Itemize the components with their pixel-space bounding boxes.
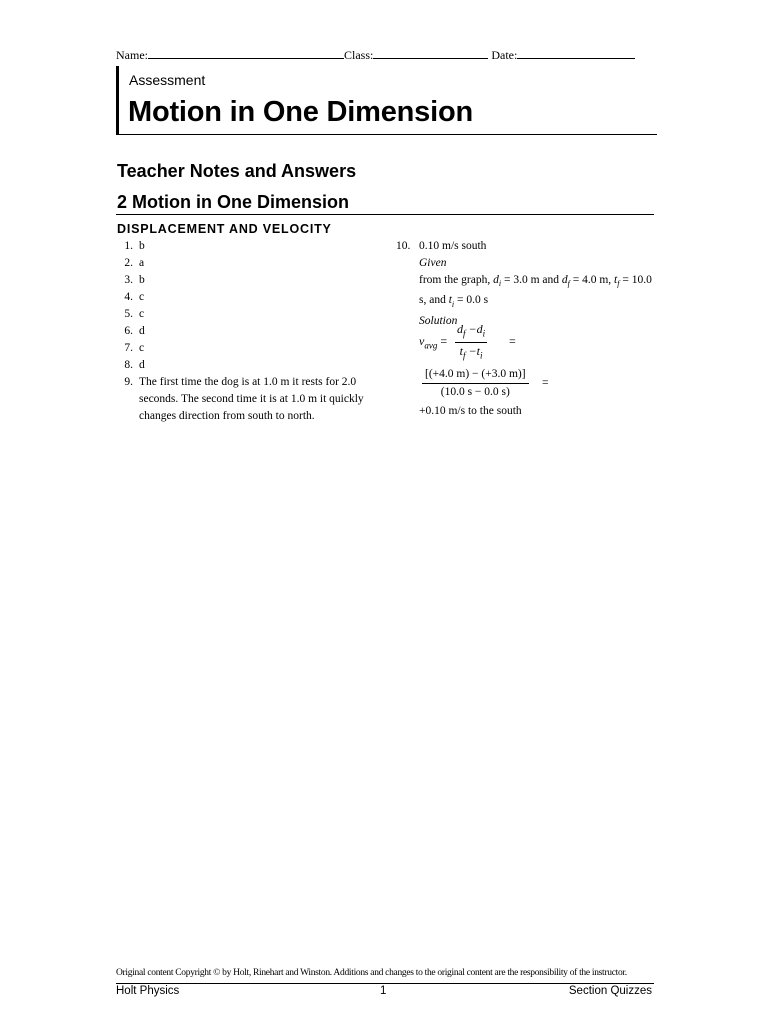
vavg-sub: avg bbox=[424, 340, 438, 351]
copyright-notice: Original content Copyright © by Holt, Rinehart and Winston. Additions and changes to the original content are the responsibility of the instructor. bbox=[116, 968, 627, 978]
answer-text: b bbox=[139, 240, 145, 252]
answer-text: b bbox=[139, 274, 145, 286]
final-result: +0.10 m/s to the south bbox=[419, 405, 522, 417]
footer-section: Section Quizzes bbox=[568, 985, 652, 997]
chapter-heading: 2 Motion in One Dimension bbox=[117, 192, 350, 212]
ti-value: = 0.0 s bbox=[457, 294, 489, 307]
chapter-divider bbox=[116, 214, 654, 215]
answer-text: c bbox=[139, 342, 145, 354]
class-label: Class: bbox=[344, 48, 374, 62]
vavg-equals: = bbox=[440, 334, 448, 348]
ti-sub: i bbox=[451, 299, 455, 309]
velocity-fraction bbox=[455, 321, 487, 365]
answer-number: 9. bbox=[124, 376, 133, 388]
answer-number: 2. bbox=[124, 257, 133, 269]
fraction-denominator bbox=[455, 342, 487, 364]
answer-number: 6. bbox=[124, 325, 133, 337]
student-info-line bbox=[116, 47, 656, 63]
answer-text: a bbox=[139, 257, 145, 269]
solution-label: Solution bbox=[419, 314, 458, 327]
answer-number: 7. bbox=[124, 342, 133, 354]
answer-10-answer: 0.10 m/s south bbox=[419, 240, 487, 252]
answer-text: d bbox=[139, 325, 145, 337]
di-value: = 3.0 m and bbox=[503, 274, 559, 286]
footer-book-title: Holt Physics bbox=[116, 985, 180, 997]
answer-number: 8. bbox=[124, 359, 133, 371]
answer-number: 1. bbox=[124, 240, 133, 252]
answer-number: 10. bbox=[396, 240, 411, 252]
num-minus-di: −d bbox=[465, 322, 483, 336]
substitution-fraction bbox=[422, 366, 529, 401]
den-tf: t bbox=[459, 344, 463, 359]
vavg-var: v bbox=[419, 334, 425, 348]
answer-number: 5. bbox=[124, 308, 133, 320]
answer-number: 3. bbox=[124, 274, 133, 286]
document-title: Motion in One Dimension bbox=[128, 96, 474, 128]
substitution-denominator: (10.0 s − 0.0 s) bbox=[422, 383, 529, 401]
num-di-sub: i bbox=[482, 328, 486, 339]
substitution-numerator: [(+4.0 m) − (+3.0 m)] bbox=[425, 368, 526, 380]
name-blank bbox=[148, 47, 344, 59]
vavg-lhs bbox=[419, 333, 447, 354]
den-tf-sub: f bbox=[463, 350, 466, 361]
fraction-numerator bbox=[455, 321, 487, 342]
tf-var: t bbox=[614, 274, 618, 286]
name-label: Name: bbox=[116, 48, 148, 62]
num-df: d bbox=[457, 322, 463, 336]
df-var: d bbox=[561, 274, 568, 286]
answer-number: 4. bbox=[124, 291, 133, 303]
given-values bbox=[419, 272, 655, 313]
formula-equals: = bbox=[509, 334, 516, 348]
den-minus-ti: −t bbox=[465, 344, 480, 359]
footer-divider bbox=[116, 983, 654, 984]
den-ti-sub: i bbox=[479, 350, 483, 361]
answer-10-body bbox=[419, 238, 655, 330]
section-heading: DISPLACEMENT AND VELOCITY bbox=[117, 222, 332, 236]
given-prefix: from the graph, bbox=[419, 274, 491, 286]
tf-sub: f bbox=[617, 279, 620, 289]
ti-var: t bbox=[448, 294, 452, 307]
df-sub: f bbox=[567, 279, 570, 289]
df-value: = 4.0 m, bbox=[572, 274, 612, 286]
given-label: Given bbox=[419, 257, 447, 269]
date-blank bbox=[517, 47, 635, 59]
di-var: d bbox=[493, 274, 499, 286]
date-label: Date: bbox=[491, 48, 518, 62]
tf-value: = 10.0 s, and bbox=[419, 274, 652, 307]
assessment-label: Assessment bbox=[129, 72, 206, 88]
substitution-equals: = bbox=[542, 377, 549, 389]
teacher-notes-heading: Teacher Notes and Answers bbox=[117, 161, 357, 181]
answer-text: d bbox=[139, 359, 145, 371]
class-blank bbox=[373, 47, 488, 59]
num-df-sub: f bbox=[463, 328, 466, 339]
answer-text: c bbox=[139, 308, 145, 320]
velocity-formula bbox=[419, 319, 619, 363]
answer-item bbox=[116, 374, 376, 444]
page-number: 1 bbox=[380, 985, 387, 997]
answer-text: c bbox=[139, 291, 145, 303]
substitution-formula bbox=[422, 366, 642, 402]
answer-text: The first time the dog is at 1.0 m it rests for 2.0 seconds. The second time it is at 1.0 m it quickly changes direction from south to north. bbox=[139, 376, 364, 422]
title-block bbox=[116, 66, 657, 135]
di-sub: i bbox=[498, 279, 502, 289]
